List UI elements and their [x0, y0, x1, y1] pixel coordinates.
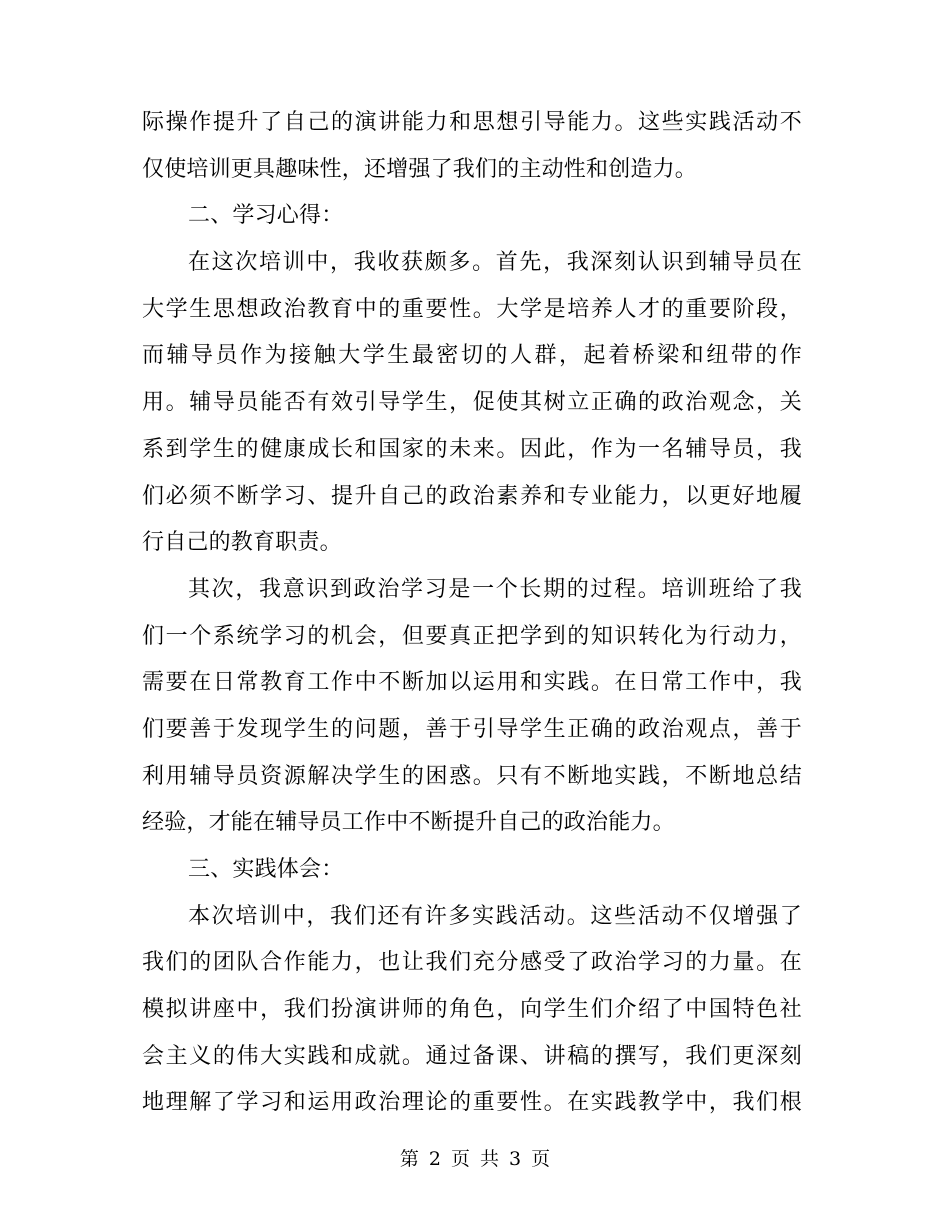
text-line: 利用辅导员资源解决学生的困惑。只有不断地实践，不断地总结: [142, 763, 802, 789]
text-line: 们一个系统学习的机会，但要真正把学到的知识转化为行动力，: [142, 623, 802, 649]
text-line: 系到学生的健康成长和国家的未来。因此，作为一名辅导员，我: [142, 436, 802, 462]
text-line: 模拟讲座中，我们扮演讲师的角色，向学生们介绍了中国特色社: [142, 997, 802, 1023]
text-line: 在这次培训中，我收获颇多。首先，我深刻认识到辅导员在: [188, 250, 802, 276]
text-line: 们要善于发现学生的问题，善于引导学生正确的政治观点，善于: [142, 716, 802, 742]
text-line: 会主义的伟大实践和成就。通过备课、讲稿的撰写，我们更深刻: [142, 1043, 802, 1069]
text-line: 大学生思想政治教育中的重要性。大学是培养人才的重要阶段，: [142, 296, 802, 322]
document-body: [142, 100, 802, 1127]
text-line: 地理解了学习和运用政治理论的重要性。在实践教学中，我们根: [142, 1090, 802, 1116]
text-line: 行自己的教育职责。: [142, 530, 342, 556]
text-line: 经验，才能在辅导员工作中不断提升自己的政治能力。: [142, 810, 675, 836]
text-line: 用。辅导员能否有效引导学生，促使其树立正确的政治观念，关: [142, 390, 802, 416]
text-line: 其次，我意识到政治学习是一个长期的过程。培训班给了我: [188, 576, 802, 602]
text-line: 我们的团队合作能力，也让我们充分感受了政治学习的力量。在: [142, 950, 802, 976]
text-line: 二、学习心得：: [188, 203, 344, 229]
text-line: 仅使培训更具趣味性，还增强了我们的主动性和创造力。: [142, 156, 698, 182]
text-line: 际操作提升了自己的演讲能力和思想引导能力。这些实践活动不: [142, 110, 802, 135]
text-line: 三、实践体会：: [188, 857, 344, 882]
text-line: 本次培训中，我们还有许多实践活动。这些活动不仅增强了: [188, 903, 802, 929]
text-line: 而辅导员作为接触大学生最密切的人群，起着桥梁和纽带的作: [142, 343, 802, 369]
text-line: 需要在日常教育工作中不断加以运用和实践。在日常工作中，我: [142, 670, 802, 696]
text-line: 们必须不断学习、提升自己的政治素养和专业能力，以更好地履: [142, 483, 802, 509]
page-footer: 第 2 页 共 3 页: [399, 1148, 551, 1170]
